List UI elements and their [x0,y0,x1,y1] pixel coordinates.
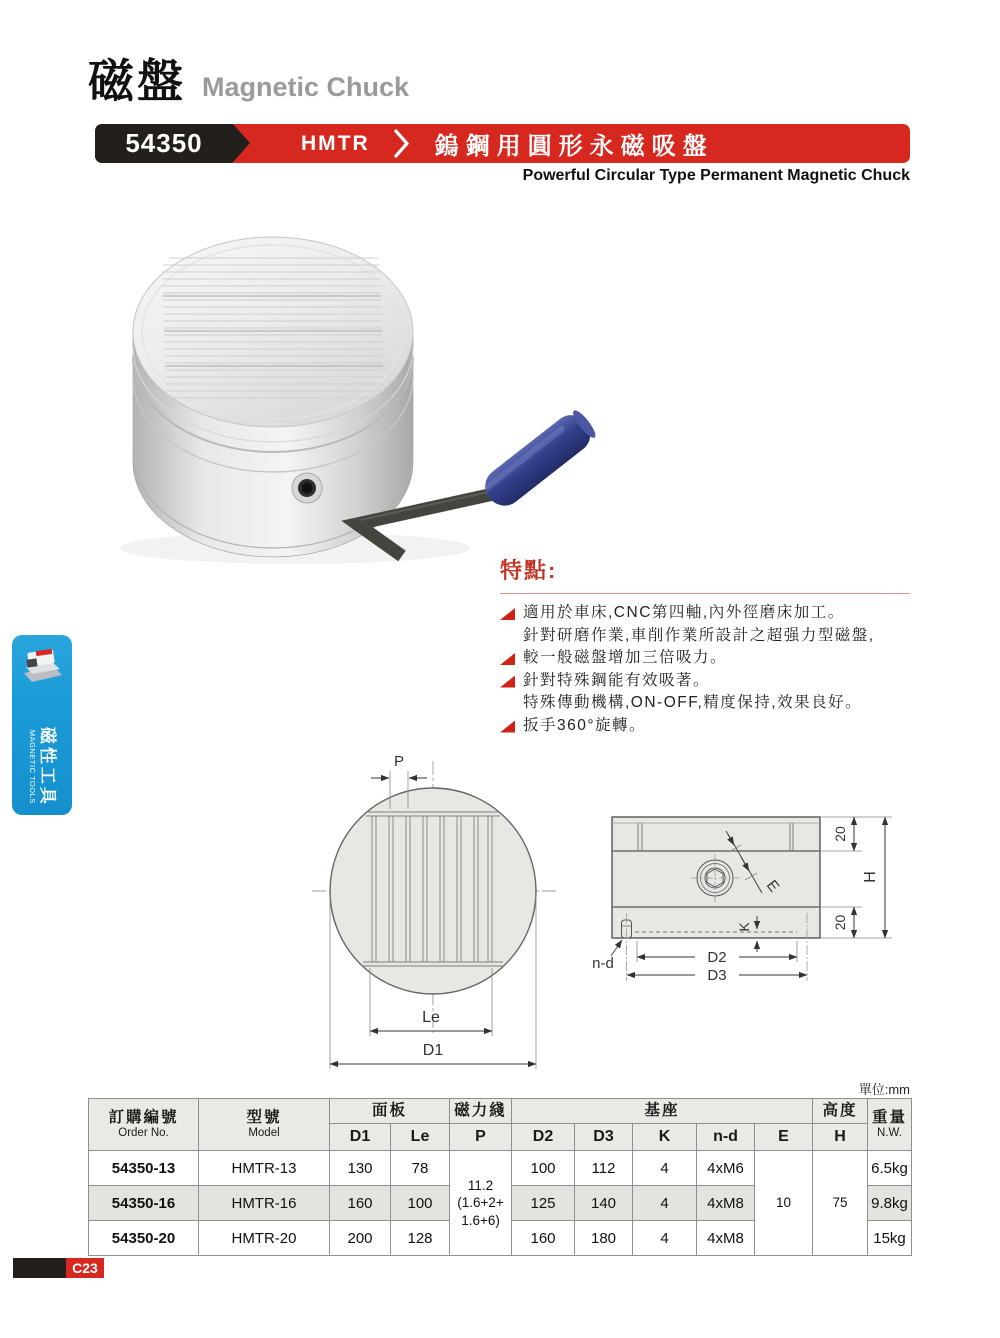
cell-model: HMTR-20 [199,1221,330,1256]
feature-text: 適用於車床,CNC第四軸,內外徑磨床加工。 [523,604,845,621]
col-header-model [199,1099,330,1151]
feature-text: 特殊傳動機構,ON-OFF,精度保持,效果良好。 [523,694,863,711]
order-number-badge [95,124,233,163]
cell-d1: 200 [330,1221,391,1256]
col-header-model-cjk: 型號 [246,1109,282,1127]
col-header-h: H [813,1124,868,1151]
cell-k: 4 [633,1221,697,1256]
col-header-weight-cjk: 重量 [872,1109,908,1127]
feature-item [500,602,910,625]
col-header-p: P [450,1124,512,1151]
feature-item [500,625,910,648]
col-header-order [89,1099,199,1151]
cell-d3: 180 [575,1221,633,1256]
dim-label-d3: D3 [707,967,727,984]
chuck-pole-stripes [140,258,406,398]
page-title-en: Magnetic Chuck [202,72,410,102]
dim-label-p: P [393,753,405,770]
cell-order: 54350-16 [89,1186,199,1221]
col-header-order-cjk: 訂購編號 [108,1109,179,1127]
spec-table [88,1098,912,1256]
cell-nw: 6.5kg [868,1151,912,1186]
page-number-block [13,1258,104,1278]
cell-nd: 4xM8 [697,1186,755,1221]
category-thumbnail [20,643,64,685]
wrench-handle [478,406,600,513]
cell-model: HMTR-16 [199,1186,330,1221]
cell-le: 78 [391,1151,450,1186]
cell-nd: 4xM8 [697,1221,755,1256]
feature-text: 針對研磨作業,車削作業所設計之超强力型磁盤, [523,626,875,644]
col-header-e: E [755,1124,813,1151]
product-banner [95,124,910,163]
cell-model: HMTR-13 [199,1151,330,1186]
p-line-3: 1.6+6) [461,1212,500,1228]
feature-text: 扳手360°旋轉。 [523,716,647,734]
units-note: 單位:mm [858,1082,910,1097]
product-name-en: Powerful Circular Type Permanent Magnetic Chuck [522,167,910,184]
col-header-model-en: Model [248,1127,280,1140]
cell-d1: 130 [330,1151,391,1186]
dim-label-k: K [736,922,752,932]
chuck-hex-socket [292,473,322,503]
col-header-le: Le [391,1124,450,1151]
col-header-weight [868,1099,912,1151]
footer-bar [13,1258,66,1278]
col-header-nd: n-d [697,1124,755,1151]
col-header-k: K [633,1124,697,1151]
feature-text: 較一般磁盤增加三倍吸力。 [523,649,728,666]
col-group-panel: 面板 [330,1099,450,1124]
feature-item [500,715,910,738]
cell-d1: 160 [330,1186,391,1221]
sidebar-tab-label-en: MAGNETIC TOOLS [28,729,38,804]
cell-e-merged: 10 [755,1151,813,1256]
col-header-d3: D3 [575,1124,633,1151]
col-header-weight-en: N.W. [877,1127,902,1140]
col-header-d2: D2 [512,1124,575,1151]
technical-drawing [300,735,920,1080]
series-code: HMTR [301,131,370,155]
side-view-drawing [592,817,892,984]
sidebar-tab-label [28,702,56,832]
triangle-bullet-icon [500,653,515,665]
feature-text: 針對特殊鋼能有效吸著。 [523,671,711,689]
dim-label-le: Le [422,1009,440,1026]
sidebar-tab-label-cjk: 磁性工具 [37,726,57,807]
chevron-right-icon [392,128,411,159]
col-group-height: 高度 [813,1099,868,1124]
cell-order: 54350-13 [89,1151,199,1186]
table-row [89,1151,912,1186]
cell-k: 4 [633,1186,697,1221]
product-photo [100,210,620,570]
sidebar-category-tab[interactable] [12,635,72,815]
cell-d3: 112 [575,1151,633,1186]
dim-label-20-bottom: 20 [832,914,848,931]
cell-nw: 9.8kg [868,1186,912,1221]
triangle-bullet-icon [500,608,515,620]
cell-le: 128 [391,1221,450,1256]
magnetic-chuck-body [133,237,413,557]
cell-k: 4 [633,1151,697,1186]
cell-le: 100 [391,1186,450,1221]
col-group-base: 基座 [512,1099,813,1124]
triangle-bullet-icon [500,721,515,733]
cell-d2: 125 [512,1186,575,1221]
cell-d2: 100 [512,1151,575,1186]
dim-label-h: H [862,871,879,883]
col-header-d1: D1 [330,1124,391,1151]
order-number: 54350 [125,128,203,158]
feature-item [500,670,910,693]
col-group-magnetic-line: 磁力綫 [450,1099,512,1124]
p-line-1: 11.2 [467,1177,494,1193]
cell-order: 54350-20 [89,1221,199,1256]
cell-p-merged [450,1151,512,1256]
dim-label-nd: n-d [592,955,614,972]
feature-item [500,647,910,670]
page-number: C23 [66,1258,104,1278]
page-title-cjk: 磁盤 [88,55,186,107]
features-heading: 特點: [500,554,910,594]
top-view-drawing [312,753,556,1069]
dim-label-20-top: 20 [832,826,848,842]
p-line-2: (1.6+2+ [457,1195,504,1211]
dim-label-d1: D1 [422,1042,444,1059]
page-title-row [88,55,410,107]
cell-d3: 140 [575,1186,633,1221]
dim-label-d2: D2 [707,949,727,966]
features-section [500,554,910,737]
cell-nw: 15kg [868,1221,912,1256]
feature-item [500,692,910,715]
product-name-cjk: 鎢鋼用圓形永磁吸盤 [434,133,714,160]
cell-d2: 160 [512,1221,575,1256]
dim-label-e: E [762,876,783,896]
cell-nd: 4xM6 [697,1151,755,1186]
col-header-order-en: Order No. [118,1127,169,1140]
cell-h-merged: 75 [813,1151,868,1256]
triangle-bullet-icon [500,676,515,688]
